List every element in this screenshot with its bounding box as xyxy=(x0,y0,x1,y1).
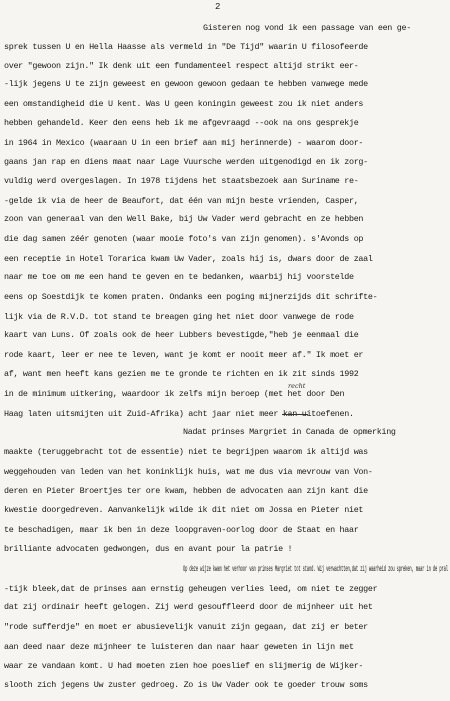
text-line: vuldig werd overgeslagen. In 1978 tijdens het staatsbezoek aan Suriname re- xyxy=(4,176,359,186)
text-line: eens op Soestdijk te komen praten. Ondanks een poging mijnerzijds dit schrifte- xyxy=(4,292,378,302)
text-line: Gisteren nog vond ik een passage van een ge- xyxy=(203,23,411,33)
text-line: dat zij ordinair heeft gelogen. Zij werd gesouffleerd door de mijnheer uit het xyxy=(4,602,373,612)
text-line: in 1964 in Mexico (waaraan U in een brief aan mij herinnerde) - waarom door- xyxy=(4,138,364,148)
text-line: in de minimum uitkering, waardoor ik zelfs mijn beroep (met het door Den xyxy=(4,389,345,399)
text-line: een receptie in Hotel Torarica kwam Uw Vader, zoals hij is, dwars door de zaal xyxy=(4,254,373,264)
text-line: -tijk bleek,dat de prinses aan ernstig geheugen verlies leed, om niet te zegger xyxy=(4,584,378,594)
text-line: -gelde ik via de heer de Beaufort, dat één van mijn beste vrienden, Casper, xyxy=(4,196,359,206)
text-line: Op deze wijze kwam het verhoor van prinses Margriet tot stand. Wij verwachtten,dat zij waarheid zou spreken, maar in de pral xyxy=(183,564,448,574)
text-line: kwestie doorgedreven. Aanvankelijk wilde ik dit niet om Jossa en Pieter niet xyxy=(4,505,364,515)
text-line: zoon van generaal van den Well Bake, bij Uw Vader werd gebracht en ze hebben xyxy=(4,214,364,224)
text-line: slooth zich jegens Uw zuster gedroeg. Zo is Uw Vader ook te goeder trouw soms xyxy=(4,680,368,690)
text-line: af, want men heeft kans gezien me te gronde te richten en ik zit sinds 1992 xyxy=(4,369,359,379)
text-line: te beschadigen, maar ik ben in deze loopgraven-oorlog door de Staat en haar xyxy=(4,525,359,535)
text-line: een omstandigheid die U kent. Was U geen koningin geweest zou ik niet anders xyxy=(4,99,364,109)
text-line: maakte (teruggebracht tot de essentie) niet te begrijpen waarom ik altijd was xyxy=(4,447,368,457)
text-line: Nadat prinses Margriet in Canada de opmerking xyxy=(183,427,396,437)
text-line: naar me toe om me een hand te geven en te bedanken, waarbij hij voorstelde xyxy=(4,272,354,282)
text-line: brilliante advocaten gedwongen, dus en avant pour la patrie ! xyxy=(4,544,293,554)
text-line: waar ze vandaan komt. U had moeten zien hoe poeslief en slijmerig de Wijker- xyxy=(4,661,364,671)
text-line: deren en Pieter Broertjes ter ore kwam, hebben de advocaten aan zijn kant die xyxy=(4,486,368,496)
page-number: 2 xyxy=(215,2,221,12)
text-line: "rode sufferdje" en moet er abusievelijk vanuit zijn gegaan, dat zij er beter xyxy=(4,622,368,632)
text-line: die dag samen zéér genoten (waar mooie foto's van zijn genomen). s'Avonds op xyxy=(4,234,364,244)
handwritten-annotation: recht xyxy=(288,382,306,390)
text-line: hebben gehandeld. Keer den eens heb ik me afgevraagd --ook na ons gesprekje xyxy=(4,118,359,128)
text-line: kaart van Luns. Of zoals ook de heer Lubbers bevestigde,"heb je eenmaal die xyxy=(4,330,359,340)
bracket-mark xyxy=(282,407,308,415)
text-line: aan deed naar deze mijnheer te luisteren dan naar haar geweten in lijn met xyxy=(4,642,354,652)
text-line: rode kaart, leer er nee te leven, want je komt er nooit meer af." Ik moet er xyxy=(4,350,364,360)
text-line: Haag laten uitsmijten uit Zuid-Afrika) acht jaar niet meer kan uitoefenen. xyxy=(4,409,354,419)
text-line: weggehouden van leden van het koninklijk huis, wat me dus via mevrouw van Von- xyxy=(4,467,373,477)
text-line: lijk via de R.V.D. tot stand te breagen ging het niet door vanwege de rode xyxy=(4,312,354,322)
text-line: gaans jan rap en diens maat naar Lage Vuursche werden uitgenodigd en ik zorg- xyxy=(4,157,368,167)
text-line: -lijk jegens U te zijn geweest en gewoon gewoon gedaan te hebben vanwege mede xyxy=(4,79,368,89)
text-line: sprek tussen U en Hella Haasse als vermeld in "De Tijd" waarin U filosofeerde xyxy=(4,42,368,52)
text-line: over "gewoon zijn." Ik denk uit een fundamenteel respect altijd strikt eer- xyxy=(4,61,359,71)
